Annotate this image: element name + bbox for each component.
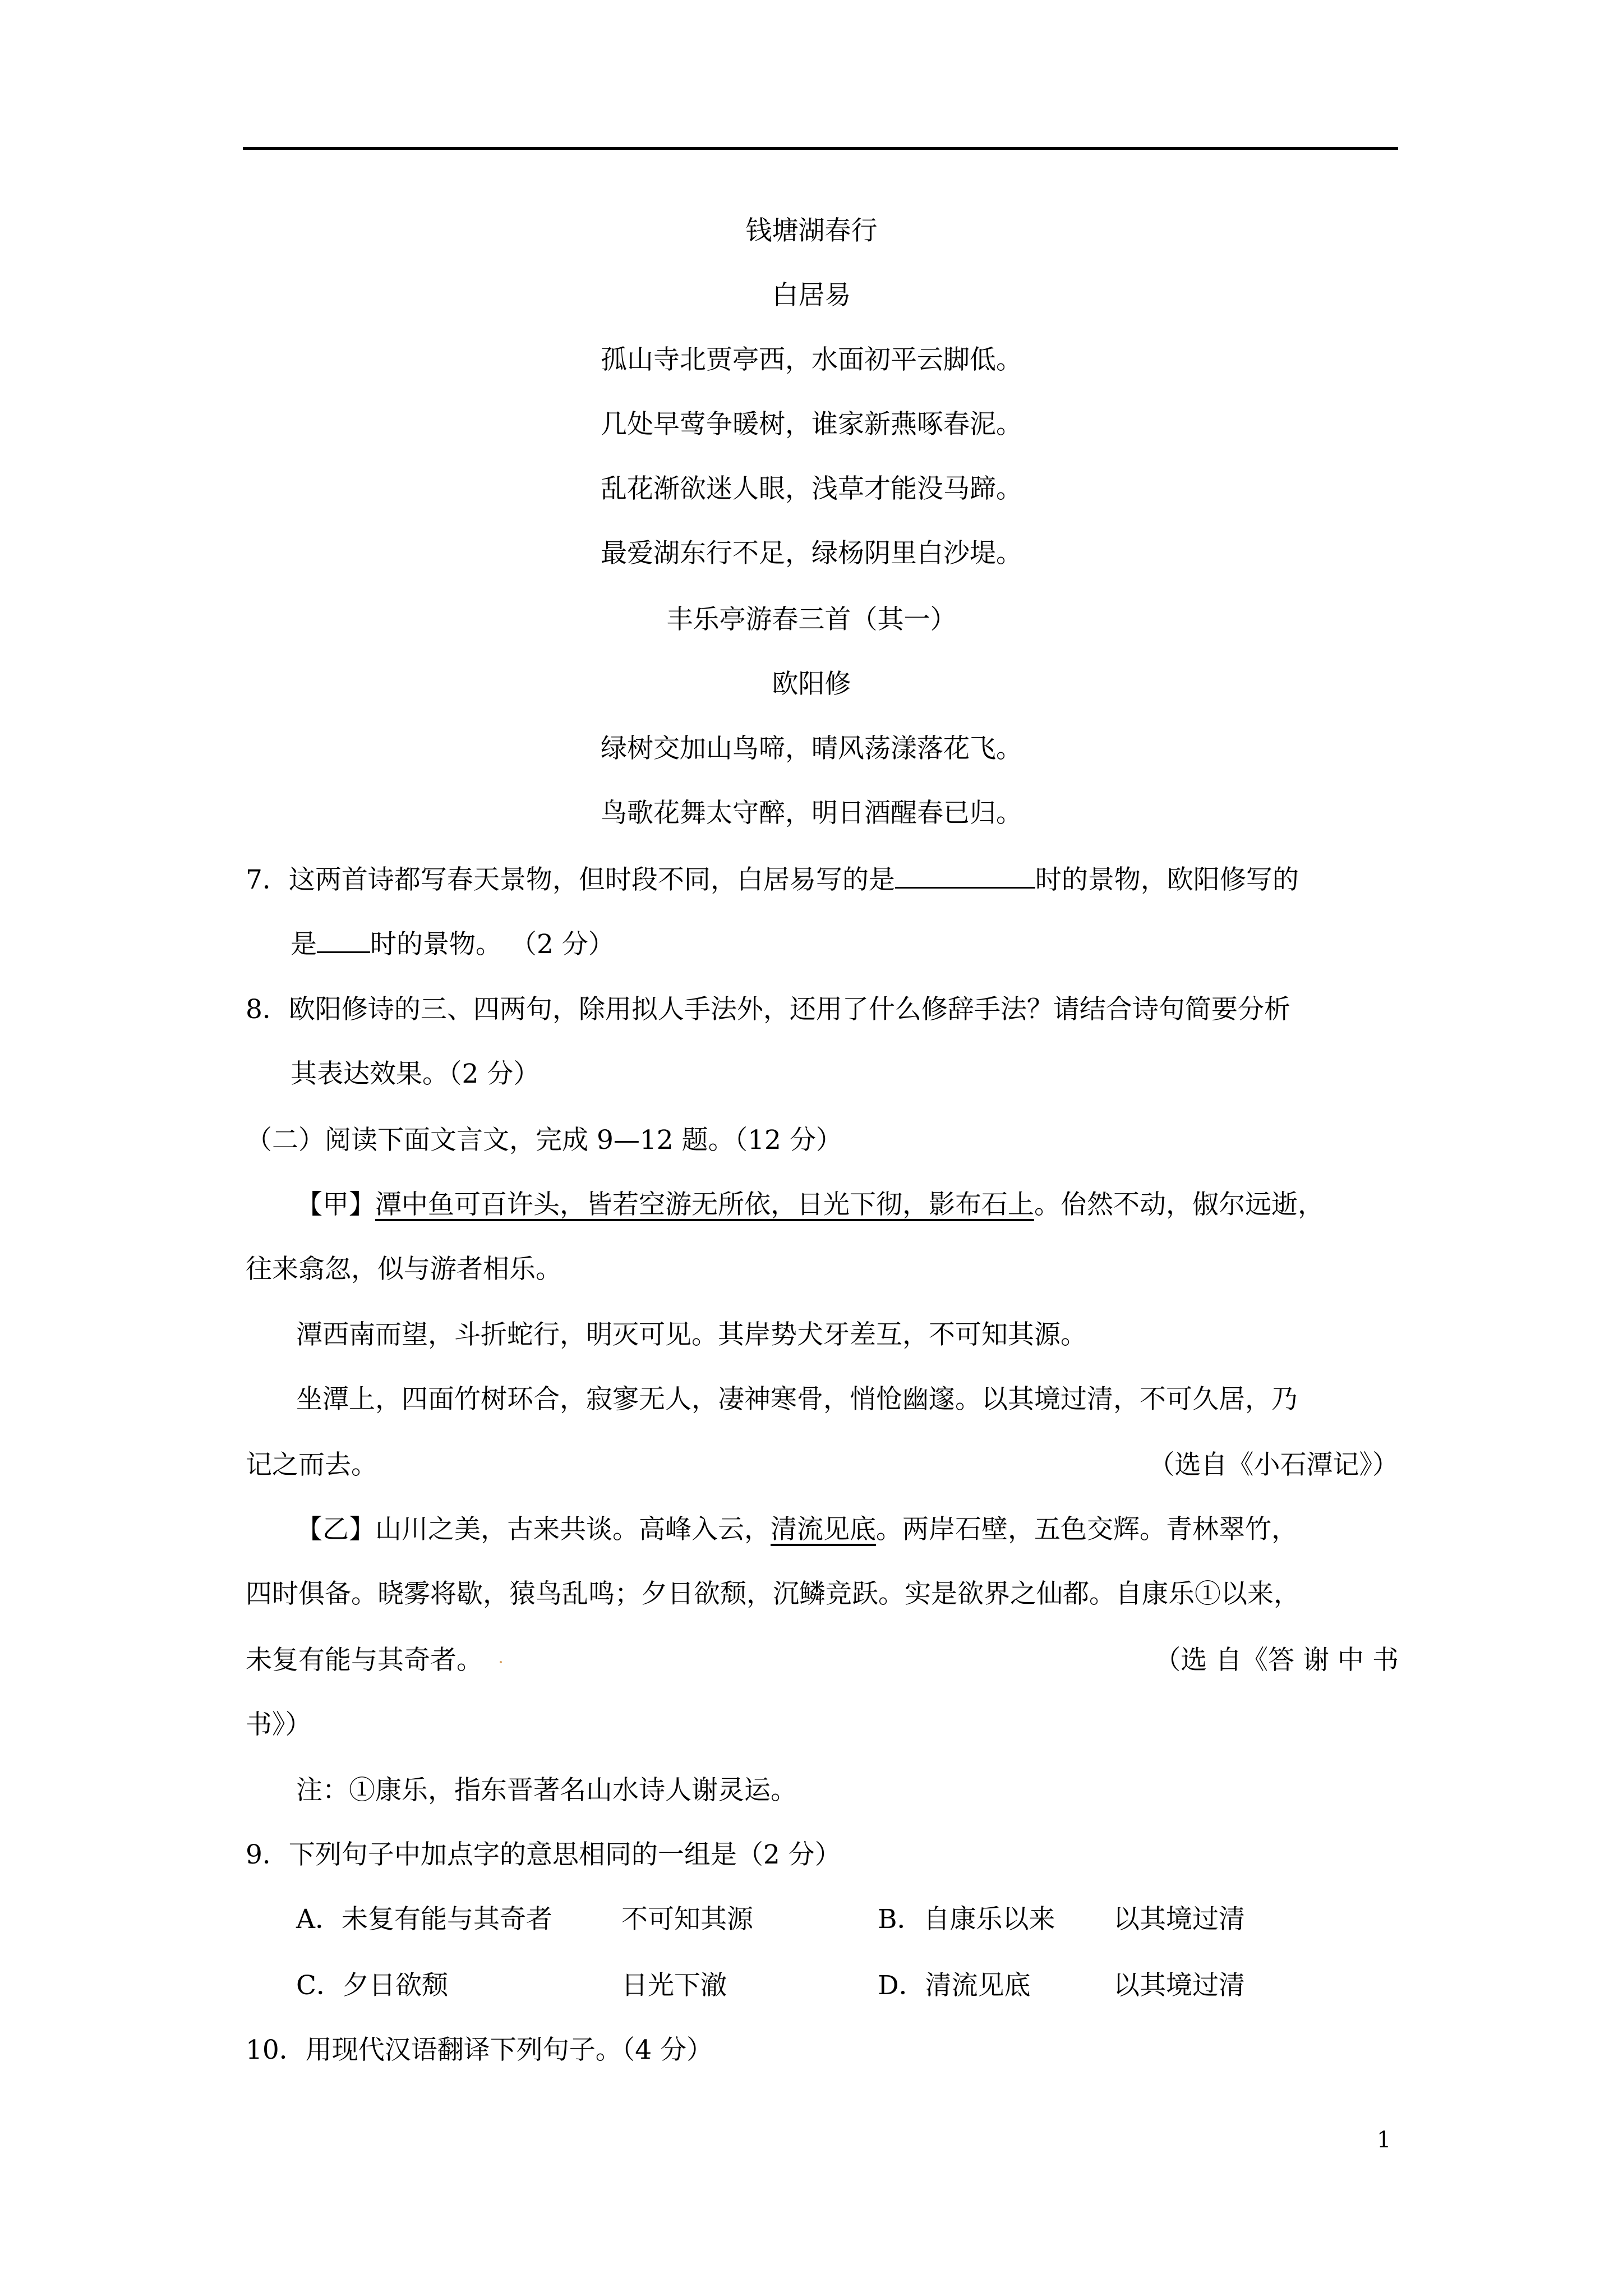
q9-option-d: D．清流见底 bbox=[878, 1970, 1031, 2001]
poem2-title: 丰乐亭游春三首（其一） bbox=[666, 604, 957, 635]
yi-line-3 bbox=[246, 1644, 502, 1677]
yi-rest: 。两岸石壁，五色交辉。青林翠竹， bbox=[876, 1514, 1298, 1545]
jia-source: （选自《小石潭记》） bbox=[1148, 1450, 1399, 1480]
yi-underlined-phrase: 清流见底 bbox=[771, 1514, 876, 1545]
jia-line-2: 往来翕忽，似与游者相乐。 bbox=[246, 1254, 562, 1285]
q9-option-b: B．自康乐以来 bbox=[878, 1904, 1055, 1935]
yi-line-2: 四时俱备。晓雾将歇，猿鸟乱鸣；夕日欲颓，沉鳞竞跃。实是欲界之仙都。自康乐①以来， bbox=[246, 1579, 1300, 1609]
jia-underlined-sentence: 潭中鱼可百许头，皆若空游无所依，日光下彻，影布石上 bbox=[375, 1189, 1034, 1220]
yi-line-1 bbox=[296, 1513, 1298, 1547]
q7-text-a: 7．这两首诗都写春天景物，但时段不同，白居易写的是 bbox=[246, 864, 895, 895]
poem1-line-4: 最爱湖东行不足，绿杨阴里白沙堤。 bbox=[601, 538, 1022, 569]
q9-option-c: C．夕日欲颓 bbox=[296, 1970, 448, 2001]
section-2-heading: （二）阅读下面文言文，完成 9—12 题。（12 分） bbox=[246, 1125, 842, 1156]
poem1-line-3: 乱花渐欲迷人眼，浅草才能没马蹄。 bbox=[601, 473, 1022, 504]
q7-text-c: 是 bbox=[291, 929, 317, 960]
jia-line-1 bbox=[296, 1188, 1324, 1222]
q9-option-b-pair: 以其境过清 bbox=[1113, 1904, 1245, 1935]
question-9-stem: 9．下列句子中加点字的意思相同的一组是（2 分） bbox=[246, 1839, 841, 1870]
stray-dot bbox=[500, 1661, 502, 1663]
q7-text-b: 时的景物，欧阳修写的 bbox=[1035, 864, 1299, 895]
q7-blank-2[interactable] bbox=[317, 927, 370, 953]
jia-marker: 【甲】 bbox=[296, 1189, 375, 1220]
question-8-line-2: 其表达效果。（2 分） bbox=[291, 1059, 540, 1089]
header-rule bbox=[243, 147, 1398, 150]
poem2-author: 欧阳修 bbox=[772, 669, 851, 700]
q7-text-d: 时的景物。 （2 分） bbox=[370, 929, 615, 960]
question-7-line-2 bbox=[291, 927, 615, 961]
question-8-line-1: 8．欧阳修诗的三、四两句，除用拟人手法外，还用了什么修辞手法？请结合诗句简要分析 bbox=[246, 994, 1290, 1025]
yi-source-a: （选 自《答 谢 中 书 bbox=[1154, 1645, 1399, 1676]
q9-option-a-pair: 不可知其源 bbox=[621, 1904, 753, 1935]
poem1-line-2: 几处早莺争暖树，谁家新燕啄春泥。 bbox=[601, 409, 1022, 440]
page-number: 1 bbox=[1377, 2127, 1391, 2153]
q7-blank-1[interactable] bbox=[895, 862, 1035, 889]
yi-line-3-text: 未复有能与其奇者。 bbox=[246, 1645, 483, 1676]
poem2-line-2: 鸟歌花舞太守醉，明日酒醒春已归。 bbox=[601, 798, 1022, 829]
poem2-line-1: 绿树交加山鸟啼，晴风荡漾落花飞。 bbox=[601, 733, 1022, 764]
jia-para-3-line-2: 记之而去。 bbox=[246, 1450, 377, 1480]
poem1-title: 钱塘湖春行 bbox=[745, 215, 878, 246]
yi-pre: 山川之美，古来共谈。高峰入云， bbox=[375, 1514, 771, 1545]
jia-para-2: 潭西南而望，斗折蛇行，明灭可见。其岸势犬牙差互，不可知其源。 bbox=[296, 1319, 1087, 1350]
yi-source-b: 书》） bbox=[246, 1709, 312, 1740]
question-7-line-1 bbox=[246, 862, 1299, 897]
q9-option-a: A．未复有能与其奇者 bbox=[296, 1904, 552, 1935]
poem1-line-1: 孤山寺北贾亭西，水面初平云脚低。 bbox=[601, 344, 1022, 375]
jia-rest: 。佁然不动，俶尔远逝， bbox=[1034, 1189, 1324, 1220]
jia-para-3-line-1: 坐潭上，四面竹树环合，寂寥无人，凄神寒骨，悄怆幽邃。以其境过清，不可久居，乃 bbox=[296, 1384, 1298, 1415]
question-10-stem: 10．用现代汉语翻译下列句子。（4 分） bbox=[246, 2035, 713, 2065]
yi-marker: 【乙】 bbox=[296, 1514, 375, 1545]
q9-option-d-pair: 以其境过清 bbox=[1113, 1970, 1245, 2001]
q9-option-c-pair: 日光下澈 bbox=[621, 1970, 727, 2001]
yi-note: 注：①康乐，指东晋著名山水诗人谢灵运。 bbox=[296, 1775, 797, 1806]
poem1-author: 白居易 bbox=[772, 280, 851, 311]
